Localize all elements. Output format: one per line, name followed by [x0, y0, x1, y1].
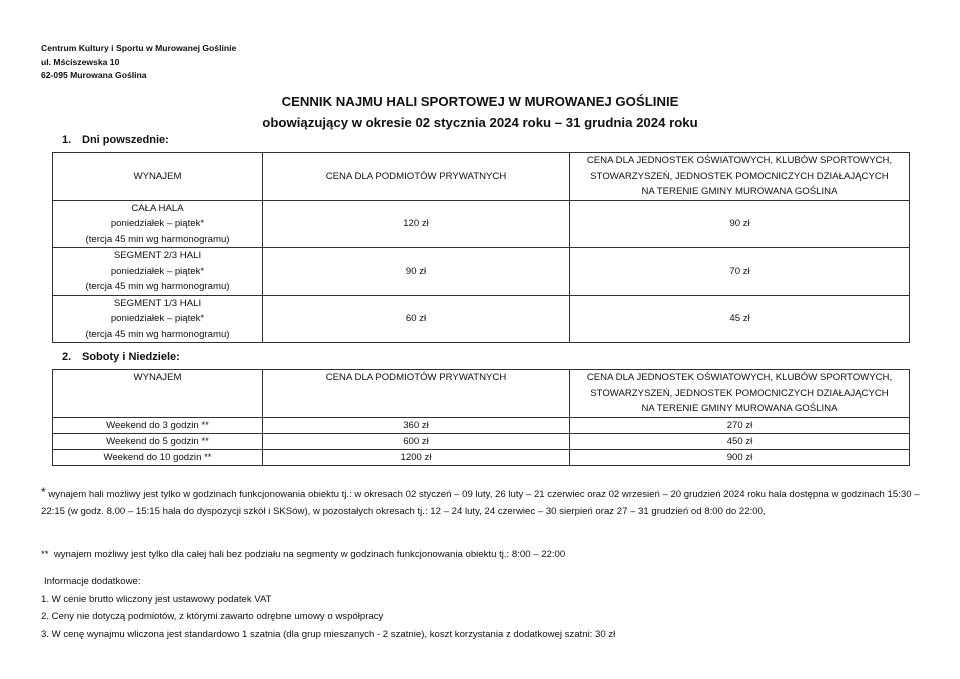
rental-cell: Weekend do 3 godzin ** — [53, 417, 263, 433]
public-price-cell: 90 zł — [570, 200, 910, 248]
header-public-price: CENA DLA JEDNOSTEK OŚWIATOWYCH, KLUBÓW SPORTOWYCH, STOWARZYSZEŃ, JEDNOSTEK POMOCNICZYCH DZIAŁAJĄCYCH NA TERENIE GMINY MUROWANA GOŚLINA — [570, 153, 910, 201]
section-2-title: Soboty i Niedziele: — [82, 351, 180, 363]
table-row — [53, 433, 910, 449]
rental-cell: Weekend do 10 godzin ** — [53, 449, 263, 465]
private-price-cell: 90 zł — [263, 248, 570, 296]
table-row — [53, 295, 910, 343]
rental-cell: SEGMENT 2/3 HALI poniedziałek – piątek* (tercja 45 min wg harmonogramu) — [53, 248, 263, 296]
info-item: 1. W cenie brutto wliczony jest ustawowy podatek VAT — [41, 593, 272, 605]
private-price-cell: 60 zł — [263, 295, 570, 343]
rental-cell: Weekend do 5 godzin ** — [53, 433, 263, 449]
private-price-cell: 120 zł — [263, 200, 570, 248]
public-price-cell: 900 zł — [570, 449, 910, 465]
footnote-double-star — [41, 546, 921, 563]
footnote-text: wynajem hali możliwy jest tylko w godzinach funkcjonowania obiektu tj.: w okresach 02 styczeń – 09 luty, 26 luty – 21 czerwiec oraz 02 wrzesień – 20 grudzień 2024 roku hala dostępna w godzinach 15:30 – 22:15 (w godz. 8.00 – 15:15 hala do dyspozycji szkół i SKSów), w pozostałych okresach tj.: 12 – 24 luty, 24 czerwiec – 30 sierpień oraz 27 – 31 grudzień od 8:00 do 22:00, — [41, 489, 920, 517]
private-price-cell: 360 zł — [263, 417, 570, 433]
header-rental: WYNAJEM — [53, 153, 263, 201]
sender-address — [41, 42, 236, 83]
rental-cell: SEGMENT 1/3 HALI poniedziałek – piątek* (tercja 45 min wg harmonogramu) — [53, 295, 263, 343]
footnote-marker: ** — [41, 549, 49, 560]
footnote-marker: * — [41, 485, 46, 499]
footnote-single-star — [41, 486, 921, 520]
footnote-text: wynajem możliwy jest tylko dla całej hali bez podziału na segmenty w godzinach funkcjonowania obiektu tj.: 8:00 – 22:00 — [53, 549, 566, 560]
section-1-title: Dni powszednie: — [82, 134, 169, 146]
address-line-3: 62-095 Murowana Goślina — [41, 70, 147, 81]
header-private-price: CENA DLA PODMIOTÓW PRYWATNYCH — [263, 153, 570, 201]
weekday-price-table — [52, 152, 910, 343]
public-price-cell: 70 zł — [570, 248, 910, 296]
private-price-cell: 600 zł — [263, 433, 570, 449]
weekend-price-table — [52, 369, 910, 466]
table-row — [53, 449, 910, 465]
private-price-cell: 1200 zł — [263, 449, 570, 465]
header-public-price: CENA DLA JEDNOSTEK OŚWIATOWYCH, KLUBÓW SPORTOWYCH, STOWARZYSZEŃ, JEDNOSTEK POMOCNICZYCH DZIAŁAJĄCYCH NA TERENIE GMINY MUROWANA GOŚLINA — [570, 370, 910, 418]
table-row — [53, 417, 910, 433]
table-row — [53, 248, 910, 296]
table-row — [53, 200, 910, 248]
section-2-heading — [62, 351, 180, 363]
address-line-1: Centrum Kultury i Sportu w Murowanej Goślinie — [41, 43, 237, 53]
document-title: CENNIK NAJMU HALI SPORTOWEJ W MUROWANEJ GOŚLINIE — [281, 94, 679, 109]
additional-info — [41, 573, 615, 643]
rental-cell: CAŁA HALA poniedziałek – piątek* (tercja 45 min wg harmonogramu) — [53, 200, 263, 248]
info-item: 3. W cenę wynajmu wliczona jest standardowo 1 szatnia (dla grup mieszanych - 2 szatnie), koszt korzystania z dodatkowej szatni: 30 zł — [41, 628, 616, 640]
document-subtitle: obowiązujący w okresie 02 stycznia 2024 roku – 31 grudnia 2024 roku — [262, 115, 698, 130]
section-1-number: 1. — [62, 134, 72, 146]
table-header-row — [53, 153, 910, 201]
additional-info-heading: Informacje dodatkowe: — [44, 576, 141, 587]
public-price-cell: 45 zł — [570, 295, 910, 343]
address-line-2: ul. Mściszewska 10 — [41, 56, 120, 67]
header-rental: WYNAJEM — [53, 370, 263, 418]
public-price-cell: 270 zł — [570, 417, 910, 433]
public-price-cell: 450 zł — [570, 433, 910, 449]
info-item: 2. Ceny nie dotyczą podmiotów, z którymi zawarto odrębne umowy o współpracy — [41, 611, 384, 622]
header-private-price: CENA DLA PODMIOTÓW PRYWATNYCH — [263, 370, 570, 418]
section-1-heading — [62, 134, 169, 146]
section-2-number: 2. — [62, 351, 72, 363]
table-header-row — [53, 370, 910, 418]
